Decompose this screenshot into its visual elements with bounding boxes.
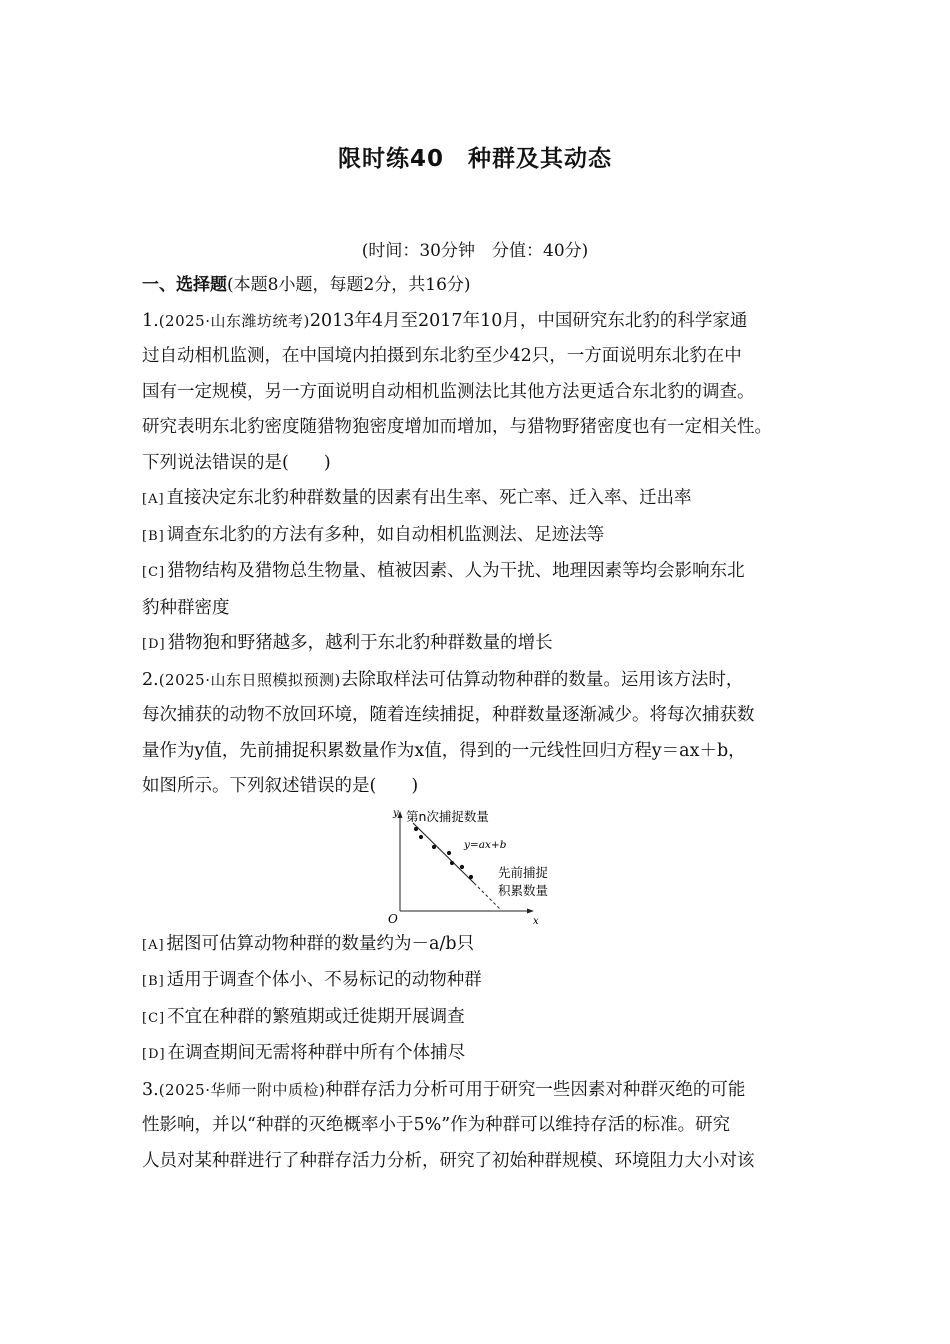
question-line: 1.(2025·山东潍坊统考)2013年4月至2017年10月，中国研究东北豹的科学家通: [142, 310, 748, 331]
question-3: [142, 1073, 832, 1180]
option-label: [C]: [142, 1010, 166, 1026]
option-a: [A] 直接决定东北豹种群数量的因素有出生率、死亡率、迁入率、迁出率: [142, 488, 692, 508]
option-label: [D]: [142, 1047, 166, 1062]
option-label: [C]: [142, 565, 166, 580]
question-line: 人员对某种群进行了种群存活力分析，研究了初始种群规模、环境阻力大小对该: [142, 1150, 755, 1171]
question-line: 如图所示。下列叙述错误的是( ): [142, 776, 419, 796]
exam-meta: (时间：30分钟 分值：40分): [361, 241, 589, 261]
option-b: [B] 适用于调查个体小、不易标记的动物种群: [142, 970, 482, 990]
data-point: [447, 850, 451, 854]
section-label: 一、选择题: [142, 275, 227, 295]
question-line: 下列说法错误的是( ): [142, 452, 331, 473]
section-desc: (本题8小题，每题2分，共16分): [227, 275, 471, 295]
question-1: [142, 304, 832, 663]
question-2: [142, 663, 832, 1073]
option-d: [D] 猎物狍和野猪越多，越利于东北豹种群数量的增长: [142, 633, 553, 653]
question-line: 2.(2025·山东日照模拟预测)去除取样法可估算动物种群的数量。运用该方法时，: [142, 669, 744, 690]
option-label: [A]: [142, 937, 165, 953]
data-point: [414, 826, 418, 830]
question-line: 每次捕获的动物不放回环境，随着连续捕捉，种群数量逐渐减少。将每次捕获数: [142, 705, 755, 725]
question-source: (2025·华师一附中质检): [158, 1080, 326, 1099]
data-point: [419, 834, 423, 838]
option-c-continued: 豹种群密度: [142, 597, 230, 618]
data-point: [450, 860, 454, 864]
equation-label: y=ax+b: [464, 838, 507, 851]
option-d: [D] 在调查期间无需将种群中所有个体捕尽: [142, 1043, 466, 1063]
option-label: [B]: [142, 528, 165, 544]
y-axis-letter: y: [393, 807, 399, 819]
regression-figure: [142, 805, 832, 927]
data-point: [469, 874, 473, 878]
data-point: [460, 864, 464, 868]
regression-line: [413, 823, 474, 883]
question-line: 国有一定规模，另一方面说明自动相机监测法比其他方法更适合东北豹的调查。: [142, 381, 755, 402]
content-body: [142, 268, 832, 1179]
option-label: [A]: [142, 492, 165, 507]
x-axis-label-line1: 先前捕捉: [498, 864, 549, 880]
data-point: [432, 844, 436, 848]
question-line: 过自动相机监测，在中国境内拍摄到东北豹至少42只，一方面说明东北豹在中: [142, 346, 742, 366]
option-b: [B] 调查东北豹的方法有多种，如自动相机监测法、足迹法等: [142, 524, 605, 545]
question-line: 3.(2025·华师一附中质检)种群存活力分析可用于研究一些因素对种群灭绝的可能: [142, 1079, 746, 1100]
regression-diagram: [380, 807, 570, 927]
origin-label: O: [388, 911, 398, 926]
x-axis-arrow: [527, 908, 534, 913]
question-line: 性影响，并以“种群的灭绝概率小于5%”作为种群可以维持存活的标准。研究: [142, 1115, 731, 1135]
question-number: 3.: [142, 1079, 159, 1100]
regression-extension: [474, 883, 500, 909]
question-line: 研究表明东北豹密度随猎物狍密度增加而增加，与猎物野猪密度也有一定相关性。: [142, 417, 772, 437]
page-title: 限时练40 种群及其动态: [337, 146, 612, 172]
question-number: 2.: [142, 669, 159, 690]
x-axis-label-line2: 积累数量: [498, 882, 549, 898]
y-axis-label: 第n次捕捉数量: [406, 808, 489, 824]
question-source: (2025·山东潍坊统考): [158, 311, 310, 330]
question-line: 量作为y值，先前捕捉积累数量作为x值，得到的一元线性回归方程y＝ax＋b，: [142, 740, 746, 761]
x-axis-letter: x: [533, 915, 539, 927]
option-label: [D]: [142, 637, 166, 652]
section-heading: [142, 268, 832, 304]
option-c: [C] 猎物结构及猎物总生物量、植被因素、人为干扰、地理因素等均会影响东北: [142, 561, 745, 581]
option-label: [B]: [142, 974, 165, 989]
question-number: 1.: [142, 310, 159, 331]
option-c: [C] 不宜在种群的繁殖期或迁徙期开展调查: [142, 1006, 465, 1027]
question-source: (2025·山东日照模拟预测): [158, 670, 341, 689]
option-a: [A] 据图可估算动物种群的数量约为－a/b只: [142, 933, 475, 954]
